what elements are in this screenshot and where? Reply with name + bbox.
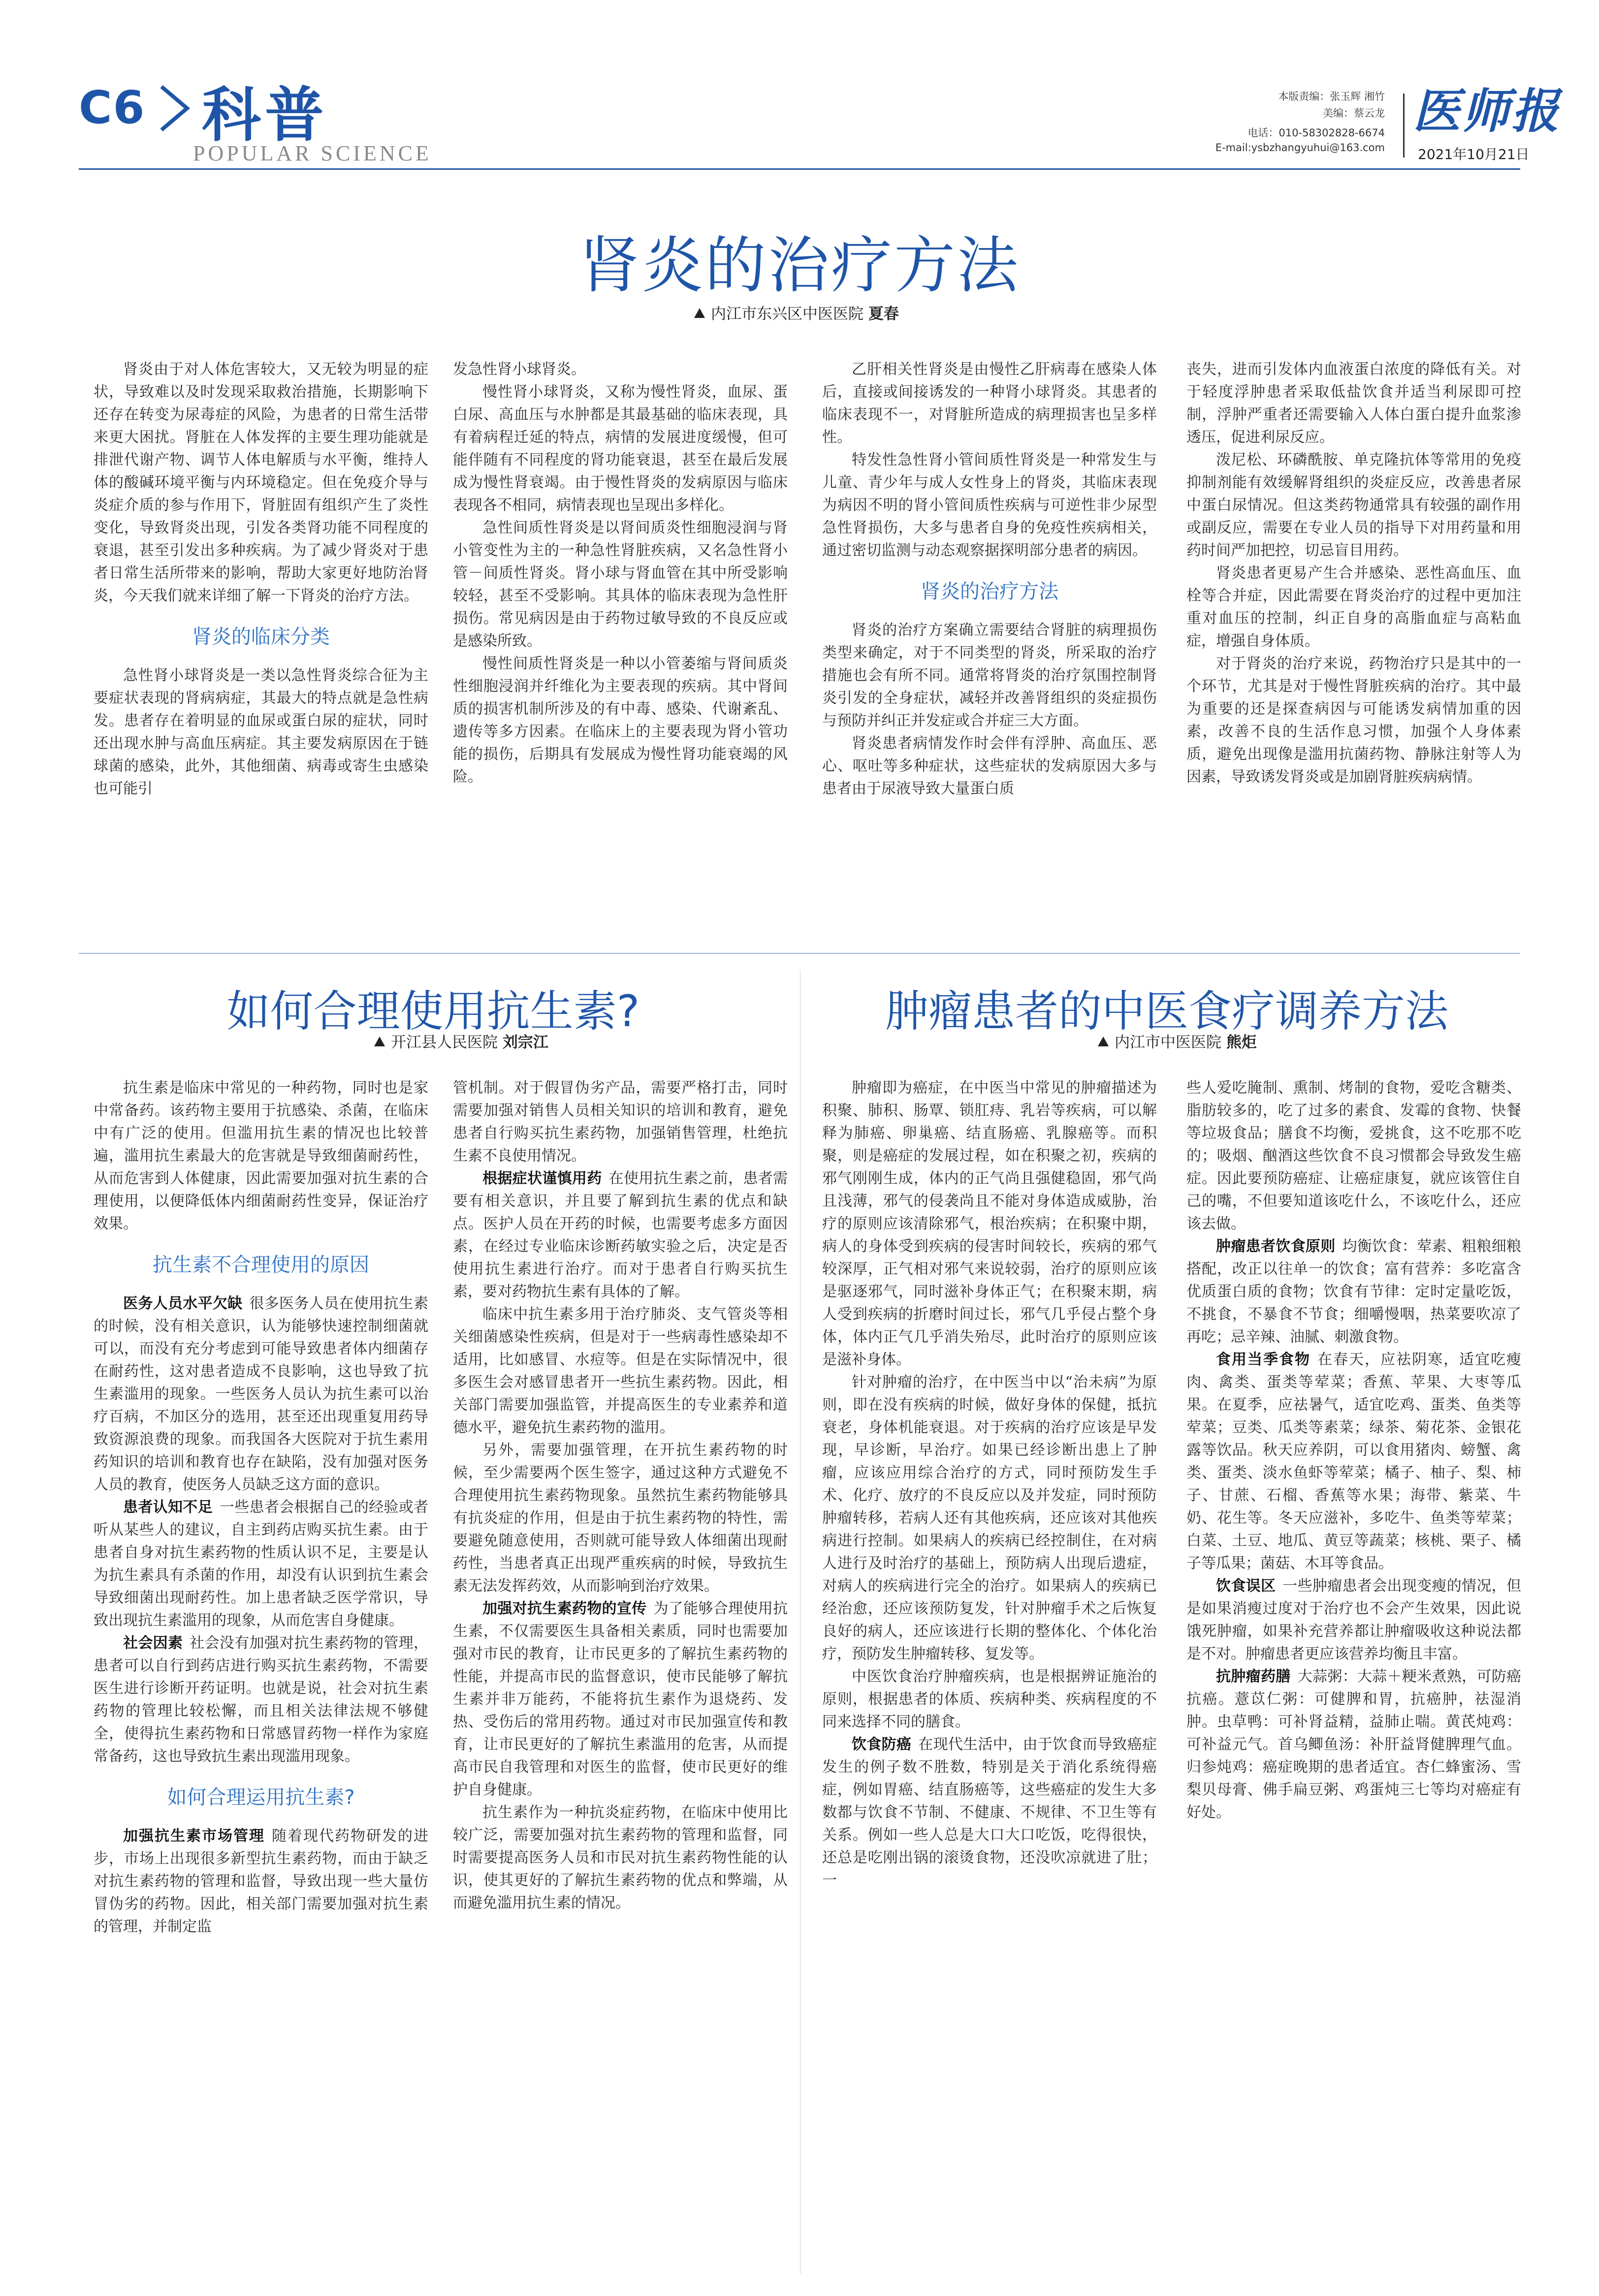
paragraph: 肿瘤即为癌症，在中医当中常见的肿瘤描述为积聚、肺积、肠覃、锁肛痔、乳岩等疾病，可以解释为肺癌、卵巢癌、结直肠癌、乳腺癌等。而积聚，则是癌症的发展过程，如在积聚之初，疾病的邪气刚刚生成，体内的正气尚且强健稳固，邪气尚且浅薄，邪气的侵袭尚且不能对身体造成威胁，治疗的原则应该清除邪气，根治疾病；在积聚中期，病人的身体受到疾病的侵害时间较长，疾病的邪气较深厚，正气相对邪气来说较弱，治疗的原则应该是驱逐邪气，同时滋补身体正气；在积聚末期，病人受到疾病的折磨时间过长，邪气几乎侵占整个身体，体内正气几乎消失殆尽，此时治疗的原则应该是滋补身体。 [822, 1079, 1157, 1368]
paragraph: 急性肾小球肾炎是一类以急性肾炎综合征为主要症状表现的肾病病症，其最大的特点就是急性病发。患者存在着明显的血尿或蛋白尿的症状，同时还出现水肿与高血压病症。其主要发病原因在于链球菌的感染，此外，其他细菌、病毒或寄生虫感染也可能引 [94, 667, 428, 797]
paragraph [94, 1825, 428, 1938]
article1-subheading-treatment: 肾炎的治疗方法 [921, 580, 1058, 603]
article3-byline [1098, 1030, 1257, 1052]
paragraph: 发急性肾小球肾炎。 [453, 361, 586, 378]
paragraph-text: 在现代生活中，由于饮食而导致癌症发生的例子数不胜数，特别是关于消化系统得癌症，例如胃癌、结直肠癌等，这些癌症的发生大多数都与饮食不节制、不健康、不规律、不卫生等有关系。例如一些人总是大口大口吃饭，吃得很快，还总是吃刚出锅的滚烫食物，还没吹凉就进了肚；一 [822, 1736, 1157, 1889]
article2-col2 [453, 1077, 788, 1915]
editor-line: 本版责编：张玉辉 湘竹 [1278, 91, 1385, 102]
paragraph: 乙肝相关性肾炎是由慢性乙肝病毒在感染人体后，直接或间接诱发的一种肾小球肾炎。其患者的临床表现不一，对肾脏所造成的病理损害也呈多样性。 [822, 361, 1157, 446]
paragraph-text: 很多医务人员在使用抗生素的时候，没有相关意识，认为能够快速控制细菌就可以，而没有充分考虑到可能导致患者体内细菌存在耐药性，这对患者造成不良影响，这也导致了抗生素滥用的现象。一些医务人员认为抗生素可以治疗百病，不加区分的选用，甚至还出现重复用药导致资源浪费的现象。而我国各大医院对于抗生素用药知识的培训和教育也存在缺陷，没有加强对医务人员的教育，使医务人员缺乏这方面的意识。 [94, 1295, 429, 1493]
article1-title: 肾炎的治疗方法 [578, 230, 1020, 301]
article1-byline [694, 301, 899, 323]
article3-col2 [1186, 1077, 1521, 1824]
lead-in: 社会因素 [123, 1635, 183, 1652]
paragraph-text: 一些患者会根据自己的经验或者听从某些人的建议，自主到药店购买抗生素。由于患者自身对抗生素药物的性质认识不足，主要是认为抗生素具有杀菌的作用，却没有认识到抗生素会导致细菌出现耐药性。加上患者缺乏医学常识，导致出现抗生素滥用的现象，从而危害自身健康。 [94, 1499, 429, 1629]
paragraph [1186, 1235, 1521, 1349]
paragraph [453, 1598, 788, 1801]
paragraph: 肾炎的治疗方案确立需要结合肾脏的病理损伤类型来确定，对于不同类型的肾炎，所采取的治疗措施也会有所不同。通常将肾炎的治疗氛围控制肾炎引发的全身症状，减轻并改善肾组织的炎症损伤与预防并纠正并发症或合并症三大方面。 [822, 622, 1157, 729]
paragraph: 丧失，进而引发体内血液蛋白浓度的降低有关。对于轻度浮肿患者采取低盐饮食并适当利尿即可控制，浮肿严重者还需要输入人体白蛋白提升血浆渗透压，促进利尿反应。 [1186, 361, 1521, 446]
article3-title: 肿瘤患者的中医食疗调养方法 [885, 986, 1448, 1037]
art-editor-line: 美编：蔡云龙 [1323, 107, 1385, 119]
paragraph: 临床中抗生素多用于治疗肺炎、支气管炎等相关细菌感染性疾病，但是对于一些病毒性感染却不适用，比如感冒、水痘等。但是在实际情况中，很多医生会对感冒患者开一些抗生素药物。因此，相关部门需要加强监管，并提高医生的专业素养和道德水平，避免抗生素药物的滥用。 [453, 1306, 788, 1436]
lead-in: 抗肿瘤药膳 [1216, 1668, 1291, 1685]
paragraph-text: 均衡饮食：荤素、粗粮细粮搭配，改正以往单一的饮食；富有营养：多吃富含优质蛋白质的食物；饮食有节律：定时定量吃饭，不挑食，不暴食不节食；细嚼慢咽，热菜要吹凉了再吃；忌辛辣、油腻、刺激食物。 [1186, 1238, 1522, 1346]
email-line: E-mail:ysbzhangyuhui@163.com [1215, 142, 1385, 154]
article1-col1 [94, 358, 428, 800]
section-divider [79, 953, 1520, 954]
paragraph-text: 一些肿瘤患者会出现变瘦的情况，但是如果消瘦过度对于治疗也不会产生效果，因此说饿死肿瘤，如果补充营养都让肿瘤吸收这种说法都是不对。肿瘤患者更应该营养均衡且丰富。 [1186, 1577, 1522, 1663]
paragraph [1186, 1575, 1521, 1666]
article2-col1 [94, 1077, 428, 1938]
paragraph [94, 1632, 428, 1768]
lead-in: 根据症状谨慎用药 [482, 1170, 602, 1187]
article1-author-org: 内江市东兴区中医医院 [711, 305, 863, 323]
paragraph-text: 为了能够合理使用抗生素，不仅需要医生具备相关素质，同时也需要加强对市民的教育，让市民更多的了解抗生素药物的性能，并提高市民的监督意识，使市民能够了解抗生素并非万能药，不能将抗生素作为退烧药、发热、受伤后的常用药物。通过对市民加强宣传和教育，让市民更好的了解抗生素滥用的危害，从而提高市民自我管理和对医生的监督，使市民更好的维护自身健康。 [453, 1600, 788, 1798]
paragraph: 针对肿瘤的治疗，在中医当中以“治未病”为原则，即在没有疾病的时候，做好身体的保健，抵抗衰老，身体机能衰退。对于疾病的治疗应该是早发现，早诊断，早治疗。如果已经诊断出患上了肿瘤，应该应用综合治疗的方式，同时预防发生手术、化疗、放疗的不良反应以及并发症，同时预防肿瘤转移，若病人还有其他疾病，还应该对其他疾病进行控制。如果病人的疾病已经控制住，在对病人进行及时治疗的基础上，预防病人出现后遗症，对病人的疾病进行完全的治疗。如果病人的疾病已经治愈，还应该预防复发，针对肿瘤手术之后恢复良好的病人，还应该进行长期的整体化、个体化治疗，预防发生肿瘤转移、复发等。 [822, 1374, 1157, 1663]
section-code: C6 [79, 81, 146, 134]
paragraph [94, 1292, 428, 1496]
paragraph: 泼尼松、环磷酰胺、单克隆抗体等常用的免疫抑制剂能有效缓解肾组织的炎症反应，改善患者尿中蛋白尿情况。但这类药物通常具有较强的副作用或副反应，需要在专业人员的指导下对用药量和用药时间严加把控，切忌盲目用药。 [1186, 451, 1521, 559]
article1-author-name: 夏春 [868, 305, 899, 323]
lead-in: 肿瘤患者饮食原则 [1216, 1238, 1336, 1255]
section-subtitle: POPULAR SCIENCE [193, 141, 432, 165]
publication-date: 2021年10月21日 [1418, 146, 1530, 162]
article1-subheading-classification: 肾炎的临床分类 [192, 626, 330, 648]
paragraph: 些人爱吃腌制、熏制、烤制的食物，爱吃含糖类、脂肪较多的，吃了过多的素食、发霉的食物、快餐等垃圾食品；膳食不均衡，爱挑食，这不吃那不吃的；吸烟、酗酒这些饮食不良习惯都会导致发生癌症。因此要预防癌症、让癌症康复，就应该管住自己的嘴，不但要知道该吃什么，不该吃什么，还应该去做。 [1186, 1079, 1521, 1232]
paragraph [94, 1496, 428, 1632]
lead-in: 食用当季食物 [1216, 1351, 1311, 1368]
article1-col2 [453, 358, 788, 788]
newspaper-logo: 医师报 [1413, 83, 1561, 139]
paragraph: 慢性间质性肾炎是一种以小管萎缩与肾间质炎性细胞浸润并纤维化为主要表现的疾病。其中肾间质的损害机制所涉及的有中毒、感染、代谢紊乱、遗传等多方因素。在临床上的主要表现为肾小管功能的损伤，后期具有发展成为慢性肾功能衰竭的风险。 [453, 655, 788, 786]
paragraph: 管机制。对于假冒伪劣产品，需要严格打击，同时需要加强对销售人员相关知识的培训和教育，避免患者自行购买抗生素药物，加强销售管理，杜绝抗生素不良使用情况。 [453, 1079, 788, 1164]
paragraph: 抗生素作为一种抗炎症药物，在临床中使用比较广泛，需要加强对抗生素药物的管理和监督，同时需要提高医务人员和市民对抗生素药物性能的认识，使其更好的了解抗生素药物的优点和弊端，从而避免滥用抗生素的情况。 [453, 1804, 788, 1912]
paragraph [1186, 1666, 1521, 1824]
paragraph: 特发性急性肾小管间质性肾炎是一种常发生与儿童、青少年与成人女性身上的肾炎，其临床表现为病因不明的肾小管间质性疾病与可逆性非少尿型急性肾损伤，大多与患者自身的免疫性疾病相关，通过密切监测与动态观察据探明部分患者的病因。 [822, 451, 1157, 559]
paragraph: 中医饮食治疗肿瘤疾病，也是根据辨证施治的原则，根据患者的体质、疾病种类、疾病程度的不同来选择不同的膳食。 [822, 1668, 1157, 1730]
paragraph [1186, 1349, 1521, 1575]
article2-title: 如何合理使用抗生素? [226, 986, 640, 1037]
lead-in: 患者认知不足 [123, 1499, 213, 1516]
article2-byline [374, 1030, 548, 1052]
article3-author-name: 熊炬 [1226, 1034, 1257, 1051]
paragraph-text: 社会没有加强对抗生素药物的管理，患者可以自行到药店进行购买抗生素药物，不需要医生进行诊断开药证明。也就是说，社会对抗生素药物的管理比较松懈，而且相关法律法规不够健全，使得抗生素药物和日常感冒药物一样作为家庭常备药，这也导致抗生素出现滥用现象。 [94, 1635, 429, 1765]
paragraph: 肾炎患者更易产生合并感染、恶性高血压、血栓等合并症，因此需要在肾炎治疗的过程中更加注重对血压的控制，纠正自身的高脂血症与高粘血症，增强自身体质。 [1186, 565, 1521, 650]
article3-author-org: 内江市中医医院 [1115, 1034, 1221, 1051]
paragraph [453, 1167, 788, 1303]
paragraph: 慢性肾小球肾炎，又称为慢性肾炎，血尿、蛋白尿、高血压与水肿都是其最基础的临床表现，具有着病程迁延的特点，病情的发展进度缓慢，但可能伴随有不同程度的肾功能衰退，甚至在最后发展成为慢性肾衰竭。由于慢性肾炎的发病原因与临床表现各不相同，病情表现也呈现出多样化。 [453, 383, 788, 514]
article1-col4 [1186, 358, 1521, 788]
chevron-right-icon [158, 84, 192, 133]
paragraph-text: 在春天，应祛阴寒，适宜吃瘦肉、禽类、蛋类等荤菜；香蕉、苹果、大枣等瓜果。在夏季，应祛暑气，适宜吃鸡、蛋类、鱼类等荤菜；豆类、瓜类等素菜；绿茶、菊花茶、金银花露等饮品。秋天应养阴，可以食用猪肉、螃蟹、禽类、蛋类、淡水鱼虾等荤菜；橘子、柚子、梨、柿子、甘蔗、石榴、香蕉等水果；海带、紫菜、牛奶、花生等。冬天应滋补，多吃牛、鱼类等荤菜；白菜、土豆、地瓜、黄豆等蔬菜；核桃、栗子、橘子等瓜果；菌菇、木耳等食品。 [1186, 1351, 1521, 1572]
lead-in: 饮食防癌 [852, 1736, 912, 1753]
paragraph-text: 大蒜粥：大蒜＋粳米煮熟，可防癌抗癌。薏苡仁粥：可健脾和胃，抗癌肿，祛湿消肿。虫草鸭：可补肾益精，益肺止喘。黄芪炖鸡：可补益元气。首乌鲫鱼汤：补肝益肾健脾理气血。归参炖鸡：癌症晚期的患者适宜。杏仁蜂蜜汤、雪梨贝母膏、佛手扁豆粥、鸡蛋炖三七等均对癌症有好处。 [1186, 1668, 1522, 1821]
section-title: 科普 [202, 81, 328, 150]
article1-col3 [822, 358, 1157, 800]
article2-subheading-causes: 抗生素不合理使用的原因 [153, 1254, 369, 1276]
lead-in: 加强对抗生素药物的宣传 [482, 1600, 647, 1617]
article2-author-name: 刘宗江 [502, 1034, 548, 1051]
lead-in: 医务人员水平欠缺 [123, 1295, 243, 1312]
triangle-icon [1098, 1037, 1109, 1046]
article2-author-org: 开江县人民医院 [391, 1034, 498, 1051]
paragraph-text: 在使用抗生素之前，患者需要有相关意识，并且要了解到抗生素的优点和缺点。医护人员在开药的时候，也需要考虑多方面因素，在经过专业临床诊断药敏实验之后，决定是否使用抗生素进行治疗。而对于患者自行购买抗生素，要对药物抗生素有具体的了解。 [453, 1170, 788, 1300]
header-divider [1403, 94, 1405, 157]
triangle-icon [694, 308, 705, 318]
paragraph: 肾炎由于对人体危害较大，又无较为明显的症状，导致难以及时发现采取救治措施，长期影响下还存在转变为尿毒症的风险，为患者的日常生活带来更大困扰。肾脏在人体发挥的主要生理功能就是排泄代谢产物、调节人体电解质与水平衡，维持人体的酸碱环境平衡与内环境稳定。但在免疫介导与炎症介质的参与作用下，肾脏固有组织产生了炎性变化，导致肾炎出现，引发各类肾功能不同程度的衰退，甚至引发出多种疾病。为了减少肾炎对于患者日常生活所带来的影响，帮助大家更好地防治肾炎，今天我们就来详细了解一下肾炎的治疗方法。 [94, 361, 428, 604]
article3-col1 [822, 1077, 1157, 1892]
paragraph: 抗生素是临床中常见的一种药物，同时也是家中常备药。该药物主要用于抗感染、杀菌，在临床中有广泛的使用。但滥用抗生素的情况也比较普遍，滥用抗生素最大的危害就是导致细菌耐药性，从而危害到人体健康，因此需要加强对抗生素的合理使用，以便降低体内细菌耐药性变异，保证治疗效果。 [94, 1079, 428, 1232]
paragraph: 对于肾炎的治疗来说，药物治疗只是其中的一个环节，尤其是对于慢性肾脏疾病的治疗。其中最为重要的还是探查病因与可能诱发病情加重的因素，改善不良的生活作息习惯，加强个人身体素质，避免出现像是滥用抗菌药物、静脉注射等人为因素，导致诱发肾炎或是加剧肾脏疾病病情。 [1186, 655, 1521, 786]
paragraph: 急性间质性肾炎是以肾间质炎性细胞浸润与肾小管变性为主的一种急性肾脏疾病，又名急性肾小管－间质性肾炎。肾小球与肾血管在其中所受影响较轻，甚至不受影响。其具体的临床表现为急性肝损伤。常见病因是由于药物过敏导致的不良反应或是感染所致。 [453, 519, 788, 650]
paragraph: 肾炎患者病情发作时会伴有浮肿、高血压、恶心、呕吐等多种症状，这些症状的发病原因大多与患者由于尿液导致大量蛋白质 [822, 735, 1157, 797]
header-rule [79, 168, 1520, 170]
article2-subheading-proper-use: 如何合理运用抗生素? [167, 1786, 355, 1809]
paragraph-text: 随着现代药物研发的进步，市场上出现很多新型抗生素药物，而由于缺乏对抗生素药物的管理和监督，导致出现一些大量仿冒伪劣的药物。因此，相关部门需要加强对抗生素的管理，并制定监 [94, 1827, 428, 1935]
phone-line: 电话：010-58302828-6674 [1247, 127, 1385, 139]
triangle-icon [374, 1037, 385, 1046]
paragraph: 另外，需要加强管理，在开抗生素药物的时候，至少需要两个医生签字，通过这种方式避免不合理使用抗生素药物现象。虽然抗生素药物能够具有抗炎症的作用，但是由于抗生素药物的特性，需要避免随意使用，否则就可能导致人体细菌出现耐药性，当患者真正出现严重疾病的时候，导致抗生素无法发挥药效，从而影响到治疗效果。 [453, 1442, 788, 1595]
lead-in: 饮食误区 [1216, 1577, 1276, 1595]
paragraph [822, 1733, 1157, 1892]
lead-in: 加强抗生素市场管理 [123, 1827, 265, 1845]
